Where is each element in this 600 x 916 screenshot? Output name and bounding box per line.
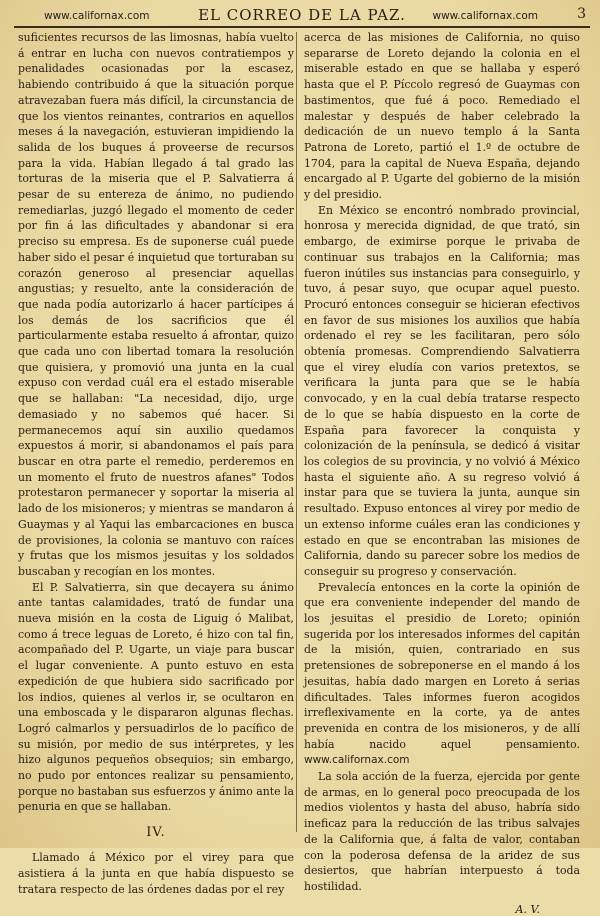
- left-column: [18, 30, 294, 897]
- page-number: 3: [577, 6, 586, 22]
- left-paragraph-1: suficientes recursos de las limosnas, había vuelto á entrar en lucha con nuevos contratiempos y penalidades ocasionadas por la escasez, habiendo contribuido á que la situación porque atravezaban fuera más difícil, la circunstancia de que los vientos reinantes, contrarios en aquellos meses á la navegación, estuvieran impidiendo la salida de los buques á proveerse de recursos para la vida. Habían llegado á tal grado las torturas de la miseria que el P. Salvatierra á pesar de su entereza de ánimo, no pudiendo remediarlas, juzgó llegado el momento de ceder por fin á las dificultades y abandonar si era preciso su empresa. Es de suponerse cuál puede haber sido el pesar é inquietud que torturaban su corazón generoso al presenciar aquellas angustias; y resuelto, ante la consideración de que nada podía autorizarlo á hacer partícipes á los demás de los sacrificios que él particularmente estaba resuelto á afrontar, quizo que cada uno con libertad tomara la resolución que quisiera, y promovió una junta en la cual expuso con verdad cuál era el estado miserable que se hallaban: "La necesidad, dijo, urge demasiado y no sabemos qué hacer. Si permanecemos aquí sin auxilio quedamos expuestos á morir, si abandonamos el país para buscar en otra parte el remedio, perderemos en un momento el fruto de nuestros afanes" Todos protestaron permanecer y soportar la miseria al lado de los misioneros; y mientras se mandaron á Guaymas y al Yaqui las embarcaciones en busca de provisiones, la colonia se mantuvo con raíces y frutas que los mismos jesuitas y los soldados buscaban y recogían en los montes.: [18, 31, 294, 578]
- left-paragraph-3: Llamado á México por el virey para que asistiera á la junta en que había dispuesto se tratara respecto de las órdenes dadas por el rey: [18, 851, 294, 896]
- left-paragraph-2: El P. Salvatierra, sin que decayera su ánimo ante tantas calamidades, trató de fundar una nueva misión en la costa de Liguig ó Malibat, como á trece leguas de Loreto, é hizo con tal fin, acompañado del P. Ugarte, un viaje para buscar el lugar conveniente. A punto estuvo en esta expedición de que hubiera sido sacrificado por los indios, quienes al verlos ir, se ocultaron en una emboscada y le dispararon algunas flechas. Logró calmarlos y persuadirlos de lo pacífico de su misión, por medio de sus intérpretes, y les hizo algunos pequeños obsequios; sin embargo, no pudo por entonces realizar su pensamiento, porque no bastaban sus esfuerzos y ánimo ante la penuria en que se hallaban.: [18, 580, 294, 814]
- right-paragraph-3-text: Prevalecía entonces en la corte la opinión de que era conveniente independer del mando de los jesuitas el presidio de Loreto; opinión sugerida por los interesados informes del capitán de la misión, quien, contrariado en sus pretensiones de sobreponerse en el mando á los jesuitas, había dado margen en Loreto á serias dificultades. Tales informes fueron acogidos irreflexivamente en la corte, ya de antes prevenida en contra de los misioneros, y de allí había nacido aquel pensamiento.: [304, 580, 580, 751]
- author-signature: A. V.: [515, 902, 540, 916]
- column-divider: [296, 32, 297, 832]
- right-paragraph-1: acerca de las misiones de California, no quiso separarse de Loreto dejando la colonia en el miserable estado en que se hallaba y esperó hasta que el P. Píccolo regresó de Guaymas con bastimentos, que fué á poco. Remediado el malestar y después de haber celebrado la dedicación de un nuevo templo á la Santa Patrona de Loreto, partió el 1.º de octubre de 1704, para la capital de Nueva España, dejando encargado al P. Ugarte del gobierno de la misión y del presidio.: [304, 31, 580, 202]
- section-number: IV.: [146, 825, 166, 841]
- right-paragraph-2: En México se encontró nombrado provincial, honrosa y merecida dignidad, de que trató, sin embargo, de eximirse porque le privaba de continuar sus trabajos en la California; mas fueron inútiles sus instancias para conseguirlo, y tuvo, á pesar suyo, que ocupar aquel puesto. Procuró entonces conseguir se hicieran efectivos en favor de sus misiones los auxilios que había ordenado el rey se les facilitaran, pero sólo obtenía promesas. Comprendiendo Salvatierra que el virey eludía con varios pretextos, se verificara la junta para que se le había convocado, y en la cual debía tratarse respecto de lo que se había dispuesto en la corte de España para favorecer la conquista y colonización de la península, se dedicó á visitar los colegios de su provincia, y no volvió á México hasta el siguiente año. A su regreso volvió á instar para que se tuviera la junta, aunque sin resultado. Expuso entonces al virey por medio de un extenso informe cuáles eran las condiciones y estado en que se encontraban las misiones de California, dando su parecer sobre los medios de conseguir su progreso y conservación.: [304, 203, 580, 578]
- right-paragraph-3: [304, 580, 580, 769]
- page-header: [14, 4, 590, 28]
- header-url-right: www.californax.com: [432, 10, 538, 22]
- right-paragraph-4: La sola acción de la fuerza, ejercida por gente de armas, en lo general poco preocupada de los medios violentos y hasta del abuso, habría sido ineficaz para la reducción de las tribus salvajes de la California que, á falta de valor, contaban con la poderosa defensa de la aridez de sus desiertos, que habrían interpuesto á toda hostilidad.: [304, 770, 580, 893]
- header-url-left: www.californax.com: [44, 10, 150, 22]
- masthead-title: EL CORREO DE LA PAZ.: [198, 6, 406, 24]
- inline-url: www.californax.com: [304, 754, 410, 767]
- right-column: [304, 30, 580, 916]
